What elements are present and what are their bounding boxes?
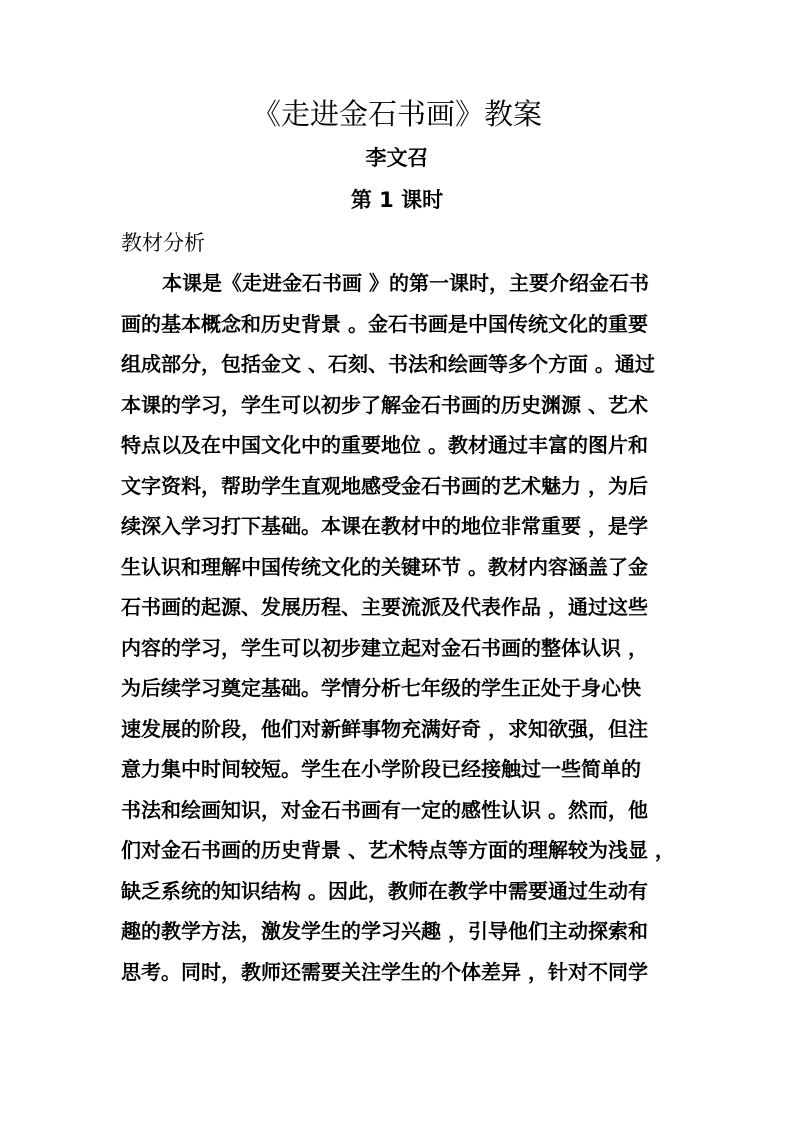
author-name: 李文召	[365, 146, 429, 170]
paragraph-line: 内容的学习，学生可以初步建立起对金石书画的整体认识 ，	[121, 635, 648, 660]
paragraph-line: 速发展的阶段，他们对新鲜事物充满好奇 ，求知欲强，但注	[121, 716, 648, 741]
document-title: 《走进金石书画》教案	[251, 97, 542, 131]
paragraph-line: 文字资料，帮助学生直观地感受金石书画的艺术魅力 ，为后	[121, 473, 648, 498]
body-paragraph	[121, 263, 681, 992]
paragraph-line: 们对金石书画的历史背景 、艺术特点等方面的理解较为浅显 ，	[121, 838, 675, 862]
paragraph-line: 缺乏系统的知识结构 。因此，教师在教学中需要通过生动有	[121, 878, 648, 903]
paragraph-line: 特点以及在中国文化中的重要地位 。教材通过丰富的图片和	[121, 433, 648, 457]
paragraph-line: 本课的学习，学生可以初步了解金石书画的历史渊源 、艺术	[121, 392, 648, 417]
paragraph-line: 为后续学习奠定基础。学情分析七年级的学生正处于身心快	[121, 676, 641, 700]
paragraph-line: 意力集中时间较短。学生在小学阶段已经接触过一些简单的	[121, 757, 641, 781]
paragraph-line: 生认识和理解中国传统文化的关键环节 。教材内容涵盖了金	[121, 554, 648, 579]
paragraph-line: 书法和绘画知识，对金石书画有一定的感性认识 。然而，他	[121, 797, 648, 822]
section-heading: 教材分析	[121, 231, 205, 255]
paragraph-line: 组成部分，包括金文 、石刻、书法和绘画等多个方面 。通过	[121, 352, 655, 376]
lesson-label: 第 1 课时	[350, 188, 444, 212]
paragraph-line: 趣的教学方法，激发学生的学习兴趣 ，引导他们主动探索和	[121, 919, 648, 943]
paragraph-line: 画的基本概念和历史背景 。金石书画是中国传统文化的重要	[121, 311, 648, 336]
paragraph-line: 续深入学习打下基础。本课在教材中的地位非常重要 ，是学	[121, 514, 648, 538]
paragraph-line: 石书画的起源、发展历程、主要流派及代表作品 ，通过这些	[121, 595, 648, 619]
paragraph-line: 思考。同时，教师还需要关注学生的个体差异 ，针对不同学	[121, 959, 648, 984]
paragraph-line: 本课是《走进金石书画 》的第一课时，主要介绍金石书	[162, 271, 649, 295]
